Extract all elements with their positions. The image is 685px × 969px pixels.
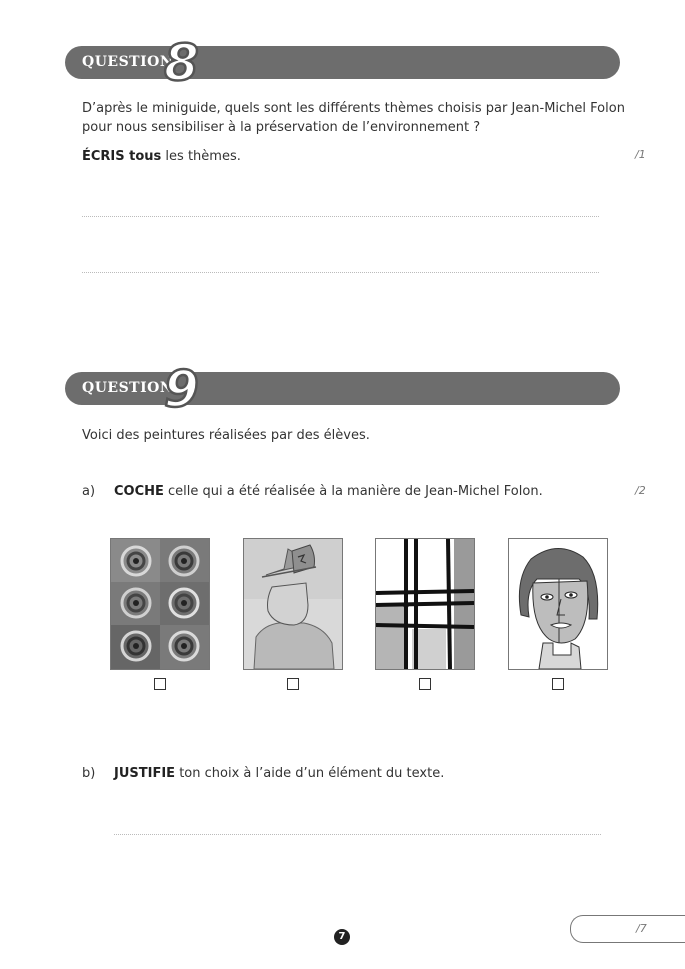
question-9a-bold: COCHE (114, 484, 164, 499)
question-8-instruction-rest: les thèmes. (161, 149, 241, 164)
checkbox-hat-man-painting[interactable] (287, 678, 299, 690)
answer-line-8-1[interactable] (82, 216, 599, 217)
question-9a-instruction (114, 482, 543, 501)
answer-line-8-2[interactable] (82, 272, 599, 273)
total-score-box (570, 915, 685, 943)
question-9-intro: Voici des peintures réalisées par des élèves. (82, 428, 370, 443)
question-8-banner (65, 46, 620, 79)
total-score: /7 (636, 922, 647, 935)
question-8-instruction (82, 147, 241, 166)
answer-line-9b[interactable] (114, 834, 601, 835)
page-number: 7 (334, 929, 350, 945)
hat-man-painting (243, 538, 343, 670)
question-9b-marker: b) (82, 766, 96, 781)
question-9-number: 9 (164, 360, 199, 418)
grid-lines-painting (375, 538, 475, 670)
question-9b-bold: JUSTIFIE (114, 766, 176, 781)
portrait-painting (508, 538, 608, 670)
checkbox-grid-lines-painting[interactable] (419, 678, 431, 690)
question-9a-marker: a) (82, 484, 96, 499)
question-8-prompt-line-2: pour nous sensibiliser à la préservation de l’environnement ? (82, 120, 481, 135)
question-8-score: /1 (635, 148, 646, 161)
question-8-instruction-bold: ÉCRIS tous (82, 149, 162, 164)
question-9a-score: /2 (635, 484, 646, 497)
question-9-label: QUESTION (82, 380, 174, 396)
question-9a-rest: celle qui a été réalisée à la manière de Jean-Michel Folon. (163, 484, 543, 499)
question-9-banner (65, 372, 620, 405)
checkbox-circles-painting[interactable] (154, 678, 166, 690)
question-8-label: QUESTION (82, 54, 174, 70)
question-8-number: 8 (164, 34, 199, 92)
question-9b-instruction (114, 764, 444, 783)
checkbox-portrait-painting[interactable] (552, 678, 564, 690)
question-9b-rest: ton choix à l’aide d’un élément du texte. (175, 766, 445, 781)
question-8-prompt-line-1: D’après le miniguide, quels sont les différents thèmes choisis par Jean-Michel Folon (82, 101, 625, 116)
circles-painting (110, 538, 210, 670)
